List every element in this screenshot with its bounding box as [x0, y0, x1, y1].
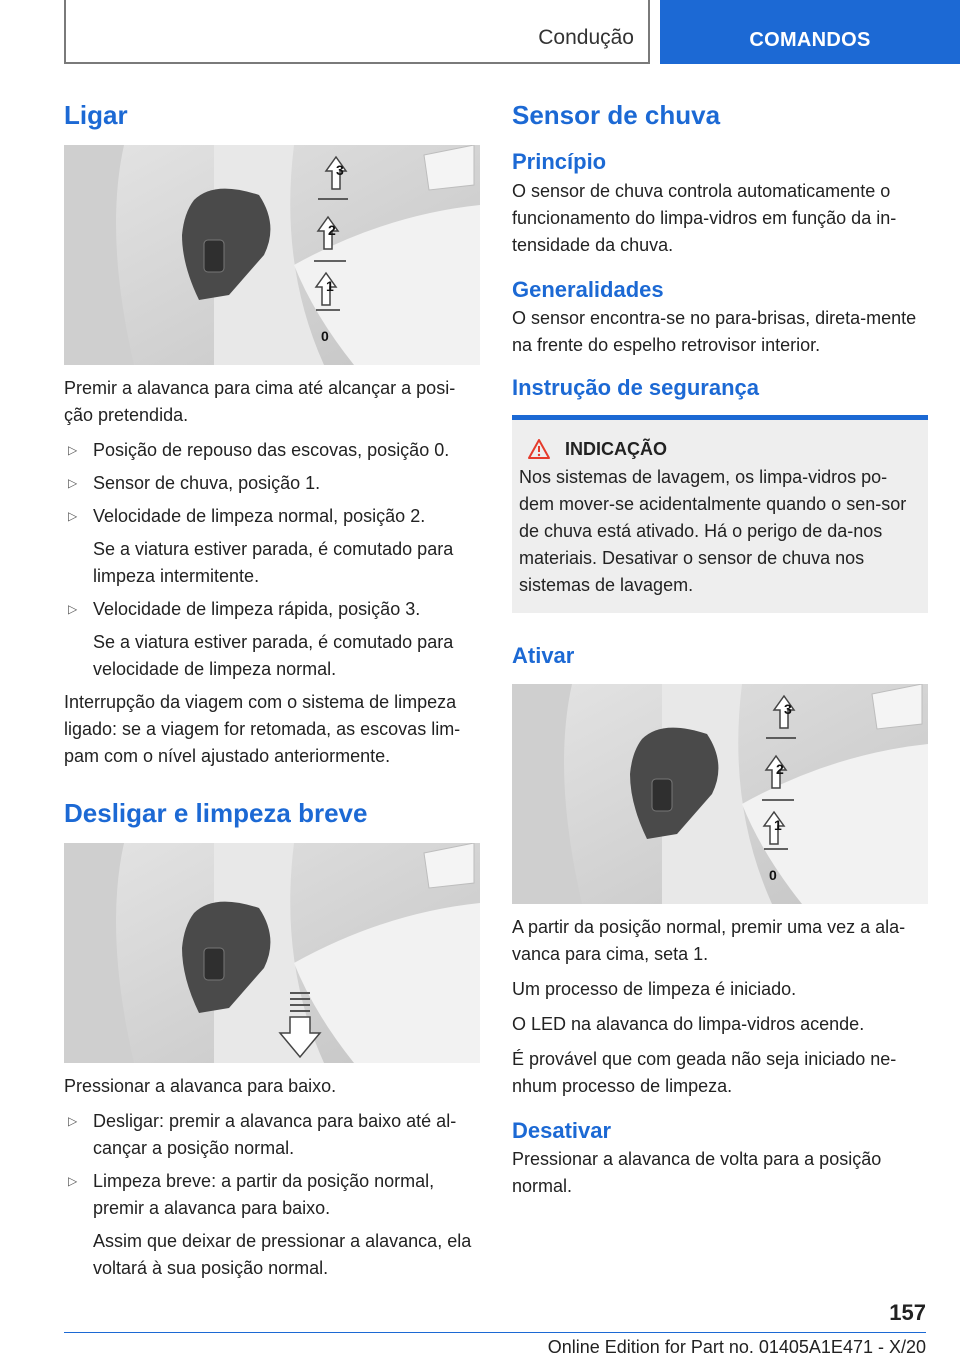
wiper-lever-up-illustration	[64, 145, 480, 365]
paragraph: O sensor encontra-se no para-brisas, direta‐mente na frente do espelho retrovisor interior.	[512, 307, 917, 355]
heading-sensor-de-chuva: Sensor de chuva	[512, 100, 721, 130]
paragraph: Premir a alavanca para cima até alcançar a posi‐ção pretendida.	[64, 378, 456, 426]
paragraph: Pressionar a alavanca para baixo.	[64, 1076, 337, 1097]
figure-wiper-lever-up	[64, 145, 480, 365]
fig-label: 2	[328, 222, 336, 239]
heading-instrucao-seguranca: Instrução de segurança	[512, 374, 759, 400]
paragraph: A partir da posição normal, premir uma vez a ala‐vanca para cima, seta 1.	[512, 916, 906, 964]
list-item-text: Limpeza breve: a partir da posição normal, premir a alavanca para baixo.	[93, 1171, 435, 1219]
header-chapter-title: COMANDOS	[749, 29, 871, 51]
list-item	[64, 503, 480, 590]
fig-label: 2	[776, 760, 784, 777]
paragraph: Um processo de limpeza é iniciado.	[512, 978, 797, 999]
triangle-right-icon: ▷	[68, 1114, 78, 1129]
list-item-text: Sensor de chuva, posição 1.	[93, 473, 321, 494]
fig-label: 3	[336, 162, 344, 179]
wiper-lever-activate-illustration	[512, 684, 928, 904]
right-column	[512, 100, 928, 1208]
list-item	[64, 437, 480, 464]
footer-edition: Online Edition for Part no. 01405A1E471 - X/20	[547, 1337, 926, 1357]
list-item-text: Desligar: premir a alavanca para baixo até al‐cançar a posição normal.	[93, 1111, 457, 1159]
list-item-text: Velocidade de limpeza rápida, posição 3.	[93, 599, 421, 620]
paragraph: Pressionar a alavanca de volta para a posição normal.	[512, 1149, 882, 1197]
fig-label: 0	[769, 866, 777, 883]
list-item-subtext: Assim que deixar de pressionar a alavanca, ela voltará à sua posição normal.	[93, 1231, 472, 1279]
heading-desativar: Desativar	[512, 1117, 612, 1143]
triangle-right-icon: ▷	[68, 476, 78, 491]
list-item-subtext: Se a viatura estiver parada, é comutado para limpeza intermitente.	[93, 539, 454, 587]
fig-label: 0	[321, 328, 329, 345]
paragraph: Interrupção da viagem com o sistema de limpeza ligado: se a viagem for retomada, as escovas lim‐pam com o nível ajustado anteriormente.	[64, 692, 461, 767]
list-item-text: Velocidade de limpeza normal, posição 2.	[93, 506, 426, 527]
list-item	[64, 1168, 480, 1282]
paragraph: O LED na alavanca do limpa-vidros acende.	[512, 1013, 865, 1034]
header-chapter-tab	[660, 0, 960, 64]
list-item-subtext: Se a viatura estiver parada, é comutado para velocidade de limpeza normal.	[93, 632, 454, 680]
list-item	[64, 1108, 480, 1162]
warning-title: INDICAÇÃO	[565, 438, 667, 459]
page-number: 157	[889, 1300, 926, 1325]
header-section-title: Condução	[538, 26, 634, 49]
desligar-list	[64, 1108, 480, 1282]
fig-label: 1	[326, 278, 334, 295]
warning-header	[519, 438, 921, 460]
list-item	[64, 470, 480, 497]
left-column	[64, 100, 480, 1288]
heading-principio: Princípio	[512, 149, 607, 175]
heading-ligar: Ligar	[64, 100, 128, 130]
triangle-right-icon: ▷	[68, 1174, 78, 1189]
triangle-right-icon: ▷	[68, 443, 78, 458]
warning-box	[512, 415, 928, 613]
triangle-right-icon: ▷	[68, 509, 78, 524]
list-item	[64, 596, 480, 683]
heading-ativar: Ativar	[512, 643, 575, 669]
fig-label: 1	[774, 816, 782, 833]
ligar-list	[64, 437, 480, 683]
wiper-lever-down-illustration	[64, 843, 480, 1063]
triangle-right-icon: ▷	[68, 602, 78, 617]
list-item-text: Posição de repouso das escovas, posição 0.	[93, 440, 450, 461]
heading-generalidades: Generalidades	[512, 276, 664, 302]
paragraph: O sensor de chuva controla automaticamente o funcionamento do limpa-vidros em função da in‐tensidade da chuva.	[512, 180, 897, 255]
warning-text: Nos sistemas de lavagem, os limpa-vidros po‐dem mover-se acidentalmente quando o sen‐sor de chuva está ativado. Há o perigo de da‐nos materiais. Desativar o sensor de chuva nos sistemas de lavagem.	[519, 467, 907, 596]
header-section-frame	[64, 0, 650, 64]
footer-divider	[64, 1332, 926, 1333]
fig-label: 3	[784, 700, 792, 717]
figure-wiper-lever-down	[64, 843, 480, 1063]
warning-triangle-icon	[527, 438, 551, 460]
figure-wiper-lever-activate	[512, 684, 928, 904]
paragraph: É provável que com geada não seja iniciado ne‐nhum processo de limpeza.	[512, 1048, 897, 1096]
heading-desligar: Desligar e limpeza breve	[64, 798, 368, 829]
